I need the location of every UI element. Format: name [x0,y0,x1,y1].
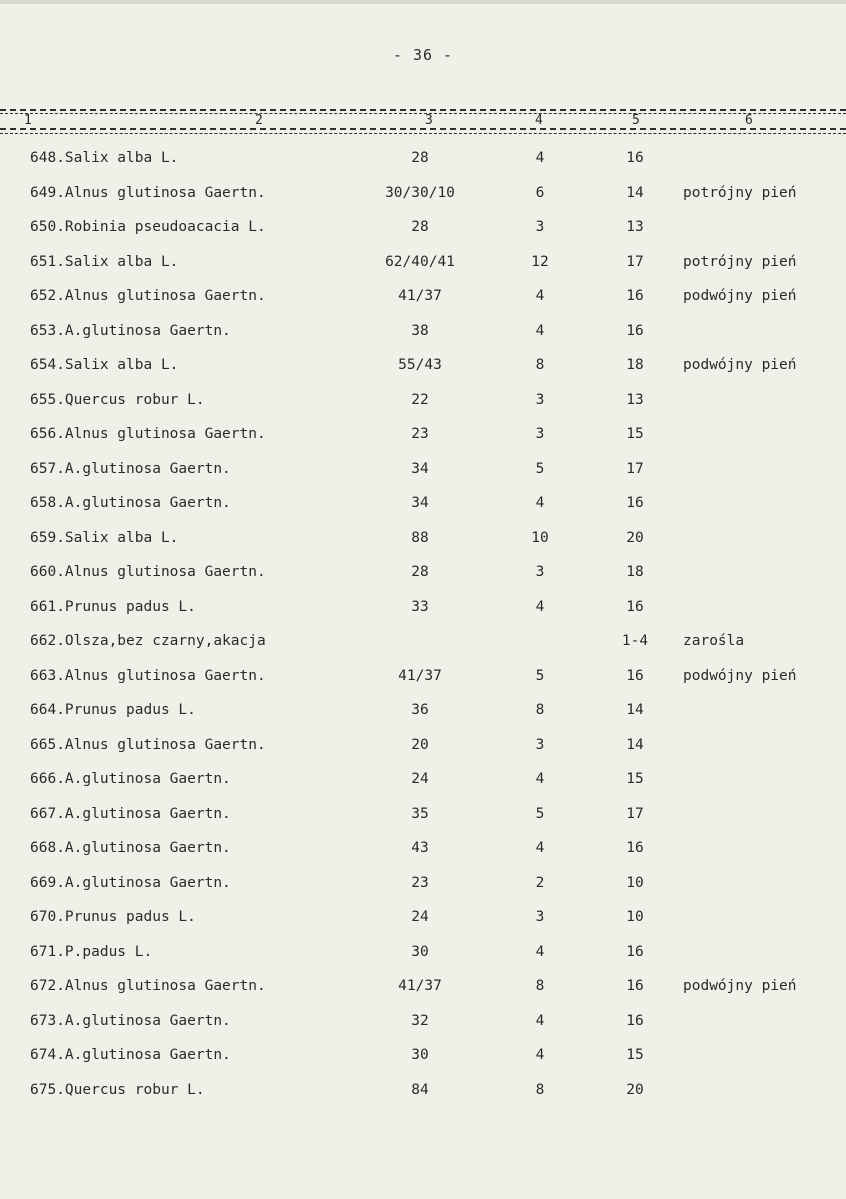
column-5-value: 17 [626,460,644,477]
column-5-value: 15 [626,426,644,442]
species-name: 657.A.glutinosa Gaertn. [30,460,231,477]
table-row [0,944,846,979]
table-row [0,1013,846,1048]
column-5-value: 18 [626,357,644,373]
column-5-value: 13 [626,391,644,408]
column-3-value: 34 [411,460,429,477]
table-row [0,185,846,220]
table-row [0,392,846,427]
column-4-value: 8 [535,357,545,373]
species-name: 667.A.glutinosa Gaertn. [30,805,231,822]
column-3-value: 20 [411,736,429,753]
table-row [0,426,846,461]
species-name: 652.Alnus glutinosa Gaertn. [30,288,266,304]
column-4-value: 8 [535,702,545,718]
table-row [0,323,846,358]
column-3-value: 33 [411,598,429,615]
column-number: 5 [632,113,640,128]
header-rule-bottom [0,128,846,130]
column-3-value: 30 [411,1047,429,1063]
column-3-value: 24 [411,909,429,925]
column-3-value: 22 [411,391,429,408]
table-row [0,978,846,1013]
column-5-value: 17 [626,253,644,270]
table-row [0,564,846,599]
column-4-value: 12 [531,253,549,270]
column-5-value: 17 [626,805,644,822]
column-5-value: 16 [626,840,644,856]
species-name: 664.Prunus padus L. [30,702,196,718]
column-5-value: 15 [626,1047,644,1063]
column-3-value: 55/43 [398,357,442,373]
column-5-value: 16 [626,943,644,960]
column-number: 6 [745,113,753,128]
page-number: - 36 - [392,46,454,64]
column-5-value: 14 [626,184,644,201]
column-3-value: 41/37 [398,667,442,684]
species-name: 654.Salix alba L. [30,357,179,373]
species-name: 673.A.glutinosa Gaertn. [30,1012,231,1029]
column-5-value: 15 [626,771,644,787]
remarks: podwójny pień [683,288,797,304]
table-row [0,840,846,875]
table-row [0,737,846,772]
column-3-value: 30/30/10 [385,184,455,201]
column-5-value: 16 [626,978,644,994]
species-name: 674.A.glutinosa Gaertn. [30,1047,231,1063]
table-row [0,288,846,323]
species-name: 655.Quercus robur L. [30,391,205,408]
species-name: 670.Prunus padus L. [30,909,196,925]
species-name: 650.Robinia pseudoacacia L. [30,219,266,235]
column-4-value: 4 [535,598,545,615]
table-row [0,599,846,634]
column-5-value: 16 [626,667,644,684]
column-5-value: 10 [626,909,644,925]
column-4-value: 3 [535,564,545,580]
column-5-value: 16 [626,598,644,615]
species-name: 666.A.glutinosa Gaertn. [30,771,231,787]
table-row [0,909,846,944]
column-3-value: 30 [411,943,429,960]
species-name: 648.Salix alba L. [30,150,179,166]
column-3-value: 36 [411,702,429,718]
column-5-value: 1-4 [621,633,649,649]
column-3-value: 23 [411,874,429,891]
column-4-value: 10 [531,529,549,546]
species-name: 663.Alnus glutinosa Gaertn. [30,667,266,684]
column-5-value: 18 [626,564,644,580]
species-name: 658.A.glutinosa Gaertn. [30,495,231,511]
column-number: 3 [425,113,433,128]
column-4-value: 4 [535,1012,545,1029]
column-3-value: 88 [411,529,429,546]
column-4-value: 5 [535,460,545,477]
species-name: 668.A.glutinosa Gaertn. [30,840,231,856]
column-3-value: 28 [411,564,429,580]
species-name: 675.Quercus robur L. [30,1081,205,1098]
species-name: 649.Alnus glutinosa Gaertn. [30,184,266,201]
column-3-value: 35 [411,805,429,822]
species-name: 672.Alnus glutinosa Gaertn. [30,978,266,994]
column-3-value: 24 [411,771,429,787]
column-4-value: 4 [535,150,545,166]
column-4-value: 6 [535,184,545,201]
species-name: 651.Salix alba L. [30,253,179,270]
column-number: 4 [535,113,543,128]
column-3-value: 62/40/41 [385,253,455,270]
table-row [0,150,846,185]
species-table [0,150,846,1116]
table-row [0,771,846,806]
column-3-value: 38 [411,322,429,339]
column-4-value: 3 [535,736,545,753]
table-row [0,633,846,668]
column-5-value: 13 [626,219,644,235]
page-edge [0,0,846,4]
column-3-value: 84 [411,1081,429,1098]
table-row [0,357,846,392]
remarks: podwójny pień [683,978,797,994]
column-3-value: 23 [411,426,429,442]
column-4-value: 2 [535,874,545,891]
column-4-value: 4 [535,840,545,856]
table-row [0,875,846,910]
species-name: 661.Prunus padus L. [30,598,196,615]
column-5-value: 16 [626,150,644,166]
column-5-value: 10 [626,874,644,891]
column-4-value: 8 [535,1081,545,1098]
header-rule-bottom-2 [0,133,846,134]
table-row [0,1047,846,1082]
column-4-value: 3 [535,426,545,442]
species-name: 656.Alnus glutinosa Gaertn. [30,426,266,442]
column-4-value: 4 [535,288,545,304]
column-5-value: 16 [626,495,644,511]
species-name: 659.Salix alba L. [30,529,179,546]
column-5-value: 20 [626,529,644,546]
table-row [0,495,846,530]
column-3-value: 41/37 [398,288,442,304]
column-4-value: 3 [535,391,545,408]
table-row [0,530,846,565]
remarks: potrójny pień [683,184,797,201]
column-3-value: 41/37 [398,978,442,994]
remarks: podwójny pień [683,357,797,373]
column-3-value: 32 [411,1012,429,1029]
table-row [0,668,846,703]
column-5-value: 14 [626,702,644,718]
column-4-value: 3 [535,909,545,925]
species-name: 660.Alnus glutinosa Gaertn. [30,564,266,580]
column-3-value: 28 [411,219,429,235]
table-row [0,461,846,496]
column-5-value: 20 [626,1081,644,1098]
table-row [0,1082,846,1117]
species-name: 665.Alnus glutinosa Gaertn. [30,736,266,753]
column-4-value: 8 [535,978,545,994]
column-4-value: 5 [535,805,545,822]
column-3-value: 28 [411,150,429,166]
column-5-value: 16 [626,288,644,304]
species-name: 653.A.glutinosa Gaertn. [30,322,231,339]
column-5-value: 14 [626,736,644,753]
header-rule-top [0,109,846,111]
species-name: 662.Olsza,bez czarny,akacja [30,633,266,649]
column-4-value: 4 [535,943,545,960]
column-4-value: 4 [535,322,545,339]
remarks: potrójny pień [683,253,797,270]
column-4-value: 4 [535,771,545,787]
column-5-value: 16 [626,322,644,339]
table-row [0,219,846,254]
table-row [0,806,846,841]
column-4-value: 3 [535,219,545,235]
table-row [0,702,846,737]
column-number: 2 [255,113,263,128]
remarks: podwójny pień [683,667,797,684]
column-3-value: 43 [411,840,429,856]
column-4-value: 4 [535,1047,545,1063]
column-number: 1 [24,113,32,128]
column-3-value: 34 [411,495,429,511]
table-row [0,254,846,289]
species-name: 669.A.glutinosa Gaertn. [30,874,231,891]
column-4-value: 4 [535,495,545,511]
column-5-value: 16 [626,1012,644,1029]
column-4-value: 5 [535,667,545,684]
remarks: zarośla [683,633,745,649]
species-name: 671.P.padus L. [30,943,153,960]
